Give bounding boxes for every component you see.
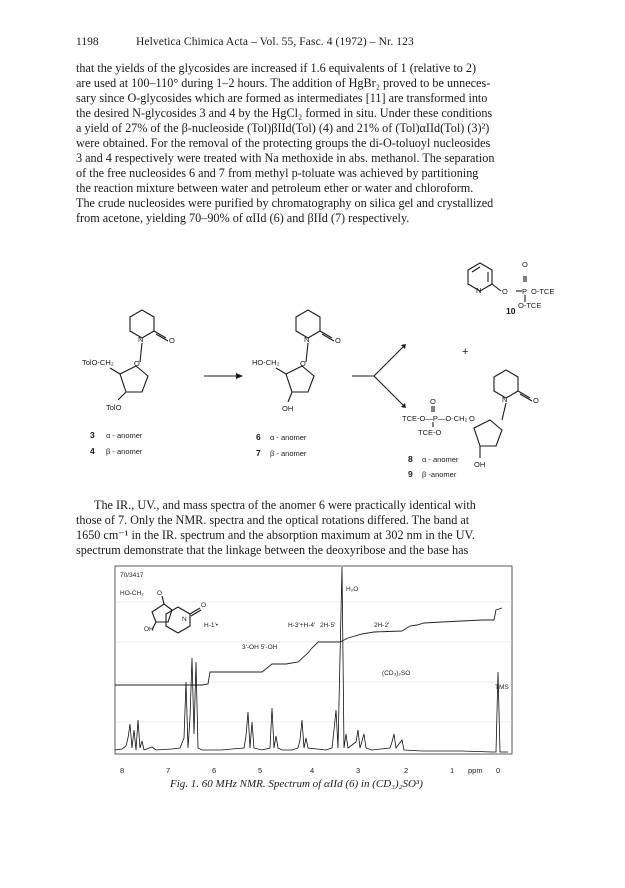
text-line: the desired N-glycosides 3 and 4 by the HgCl₂ formed in situ. Under these conditions: [76, 106, 493, 121]
paragraph-2: [76, 498, 564, 558]
cpd10-otce-1: O-TCE: [531, 287, 555, 296]
running-title: Helvetica Chimica Acta – Vol. 55, Fasc. 4 (1972) – Nr. 123: [136, 36, 414, 48]
text-line: from acetone, yielding 70–90% of αIId (6) and βIId (7) respectively.: [76, 211, 410, 226]
cpd7-anomer: β - anomer: [270, 449, 307, 458]
reaction-scheme: [76, 250, 564, 490]
integral-trace: [115, 608, 502, 685]
peak-label-tms: TMS: [495, 684, 509, 691]
cpd10-n: N: [476, 286, 482, 295]
x-tick: 1: [450, 766, 455, 775]
text-line: those of 7. Only the NMR. spectra and the optical rotations differed. The band at: [76, 513, 470, 528]
cpd10-otce-2: O-TCE: [518, 301, 542, 310]
cpd10-o-top: O: [522, 260, 528, 269]
x-tick: 6: [212, 766, 217, 775]
nmr-trace: [115, 567, 508, 752]
cpd10-number: 10: [506, 306, 516, 316]
x-tick: 5: [258, 766, 263, 775]
cpd6-oh: OH: [282, 404, 294, 413]
cpd8-ring-o: O: [469, 414, 475, 423]
cpd9-number: 9: [408, 469, 413, 479]
x-tick: 0: [496, 766, 501, 775]
x-axis-unit: ppm: [468, 766, 483, 775]
cpd3-n: N: [138, 335, 144, 344]
sample-id: 70/3417: [120, 572, 144, 579]
cpd7-number: 7: [256, 448, 261, 458]
cpd4-anomer: β - anomer: [106, 447, 143, 456]
running-header: [76, 36, 564, 52]
text-line: of the free nucleosides 6 and 7 from methyl p-toluate was achieved by partitioning: [76, 166, 479, 181]
cpd3-ring-o: O: [134, 359, 140, 368]
cpd8-n: N: [502, 395, 508, 404]
cpd6-base-ring: [296, 310, 320, 338]
cpd3-base-ring: [130, 310, 154, 338]
inset-ring-o: O: [157, 590, 163, 597]
cpd6-ring-o: O: [300, 359, 306, 368]
text-line: sary since O-glycosides which are formed as intermediates [11] are transformed into: [76, 91, 488, 106]
text-line: 3 and 4 respectively were treated with Na methoxide in abs. methanol. The separation: [76, 151, 495, 166]
cpd6-sugar-ring: [286, 366, 314, 392]
cpd9-anomer: β -anomer: [422, 470, 457, 479]
peak-label-oh: 3'-OH 5'-OH: [242, 644, 278, 651]
text-line: are used at 100–110° during 1–2 hours. The addition of HgBr₂ proved to be unneces-: [76, 76, 491, 91]
cpd8-o-top: O: [430, 397, 436, 406]
page-number: 1198: [76, 36, 99, 48]
cpd4-number: 4: [90, 446, 95, 456]
x-tick: 7: [166, 766, 171, 775]
cpd3-tol-o: TolO: [106, 403, 122, 412]
peak-label-dmso: (CD₃)₂SO: [382, 670, 411, 677]
text-line: The IR., UV., and mass spectra of the anomer 6 were practically identical with: [94, 498, 476, 512]
figure-caption: Fig. 1. 60 MHz NMR. Spectrum of αIId (6) in (CD₃)₂SO³): [170, 778, 423, 790]
nmr-spectrum-plot: [112, 562, 516, 764]
peak-label-2h5: 2H-5': [320, 622, 336, 629]
x-tick: 2: [404, 766, 409, 775]
peak-label-h1: H-1'•: [204, 622, 218, 629]
x-tick: 4: [310, 766, 315, 775]
cpd8-anomer: α - anomer: [422, 455, 459, 464]
cpd6-carbonyl: O: [335, 336, 341, 345]
cpd3-sugar-ring: [120, 366, 148, 392]
cpd3-carbonyl: O: [169, 336, 175, 345]
x-tick: 8: [120, 766, 125, 775]
inset-ho-ch2: HO-CH₂: [120, 590, 144, 597]
x-tick: 3: [356, 766, 361, 775]
inset-carbonyl: O: [201, 602, 207, 609]
text-line: that the yields of the glycosides are increased if 1.6 equivalents of 1 (relative to 2): [76, 61, 477, 75]
cpd3-tol-o-ch2: TolO-CH₂: [82, 358, 114, 367]
cpd8-sugar-ring: [474, 420, 502, 446]
cpd3-number: 3: [90, 430, 95, 440]
text-line: a yield of 27% of the β-nucleoside (Tol)βIId(Tol) (4) and 21% of (Tol)αIId(Tol) (3)²): [76, 121, 490, 136]
cpd6-n: N: [304, 335, 310, 344]
cpd8-tce-o: TCE-O: [418, 428, 442, 437]
cpd10-p: P: [522, 287, 528, 296]
peak-label-2h2: 2H-2': [374, 622, 390, 629]
text-line: were obtained. For the removal of the protecting groups the di-O-toluoyl nucleosides: [76, 136, 491, 151]
cpd6-ho-ch2: HO-CH₂: [252, 358, 280, 367]
plus-sign: +: [462, 346, 469, 358]
text-line: The crude nucleosides were purified by chromatography on silica gel and crystallized: [76, 196, 494, 211]
text-line: the reaction mixture between water and petroleum ether or water and chloroform.: [76, 181, 474, 196]
cpd6-anomer: α - anomer: [270, 433, 307, 442]
cpd8-base-ring: [494, 370, 518, 398]
plot-frame: [115, 566, 512, 754]
cpd8-p-chain: TCE-O—P—O-CH₂: [402, 414, 468, 423]
ppm-axis: [112, 766, 516, 778]
text-line: 1650 cm⁻¹ in the IR. spectrum and the absorption maximum at 302 nm in the UV.: [76, 528, 475, 543]
nmr-spectrum-figure: [112, 562, 516, 764]
cpd10-o-left: O: [502, 287, 508, 296]
cpd6-number: 6: [256, 432, 261, 442]
peak-label-h2o: H₂O: [346, 586, 359, 593]
scheme-drawing: [76, 250, 564, 490]
text-line: spectrum demonstrate that the linkage between the deoxyribose and the base has: [76, 543, 469, 558]
paragraph-1: [76, 61, 564, 227]
cpd8-number: 8: [408, 454, 413, 464]
inset-oh: OH: [144, 626, 154, 633]
inset-n: N: [182, 616, 187, 623]
inset-sugar-ring: [152, 604, 172, 622]
cpd3-anomer: α - anomer: [106, 431, 143, 440]
cpd8-oh: OH: [474, 460, 486, 469]
cpd8-carbonyl: O: [533, 396, 539, 405]
peak-label-h3-h4: H-3'+H-4': [288, 622, 316, 629]
